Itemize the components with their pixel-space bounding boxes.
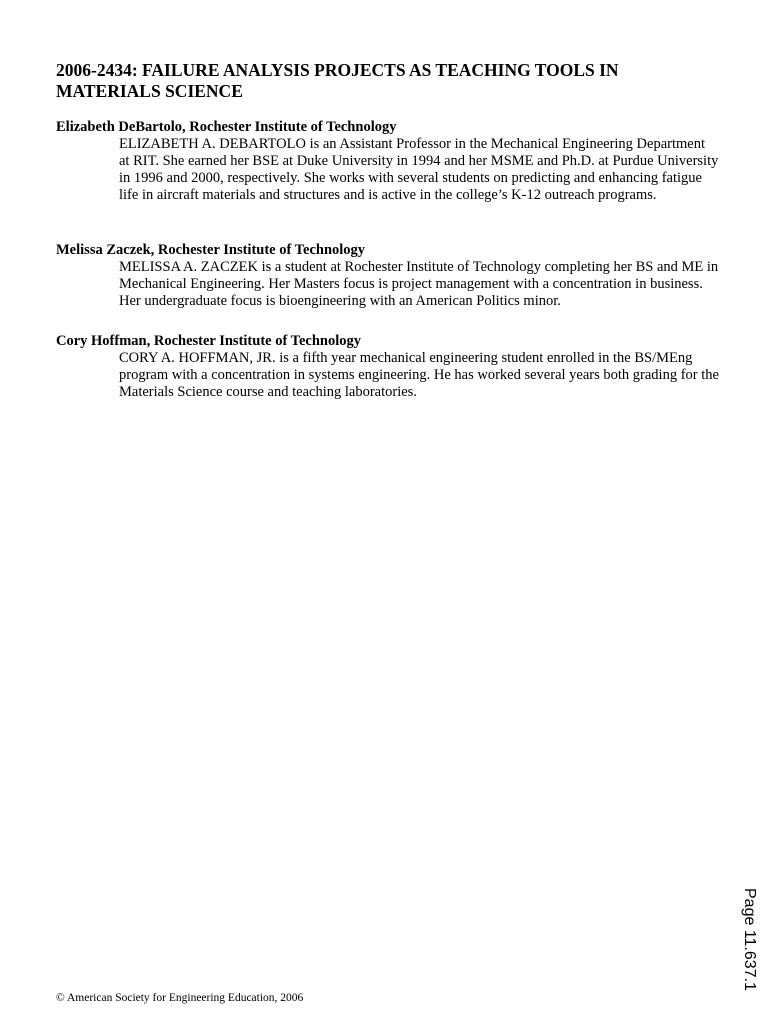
copyright-footer: © American Society for Engineering Education, 2006 — [56, 992, 304, 1004]
author-section — [56, 119, 736, 204]
author-section — [56, 333, 736, 401]
author-bio: MELISSA A. ZACZEK is a student at Rochester Institute of Technology completing her BS and ME in Mechanical Engineering. Her Masters focus is project management with a concentration in business. Her undergraduate focus is bioengineering with an American Politics minor. — [119, 259, 719, 309]
paper-title: 2006-2434: FAILURE ANALYSIS PROJECTS AS TEACHING TOOLS IN MATERIALS SCIENCE — [56, 60, 619, 101]
author-bio: CORY A. HOFFMAN, JR. is a fifth year mechanical engineering student enrolled in the BS/MEng program with a concentration in systems engineering. He has worked several years both grading for the Materials Science course and teaching laboratories. — [119, 350, 719, 400]
page-number-stamp: Page 11.637.1 — [741, 888, 758, 991]
author-name: Cory Hoffman, Rochester Institute of Technology — [56, 333, 362, 349]
author-section — [56, 242, 736, 310]
author-name: Melissa Zaczek, Rochester Institute of Technology — [56, 242, 366, 258]
author-bio: ELIZABETH A. DEBARTOLO is an Assistant Professor in the Mechanical Engineering Department at RIT. She earned her BSE at Duke University in 1994 and her MSME and Ph.D. at Purdue University in 1996 and 2000, respectively. She works with several students on predicting and enhancing fatigue life in aircraft materials and structures and is active in the college’s K-12 outreach programs. — [119, 136, 719, 203]
author-name: Elizabeth DeBartolo, Rochester Institute of Technology — [56, 119, 397, 135]
